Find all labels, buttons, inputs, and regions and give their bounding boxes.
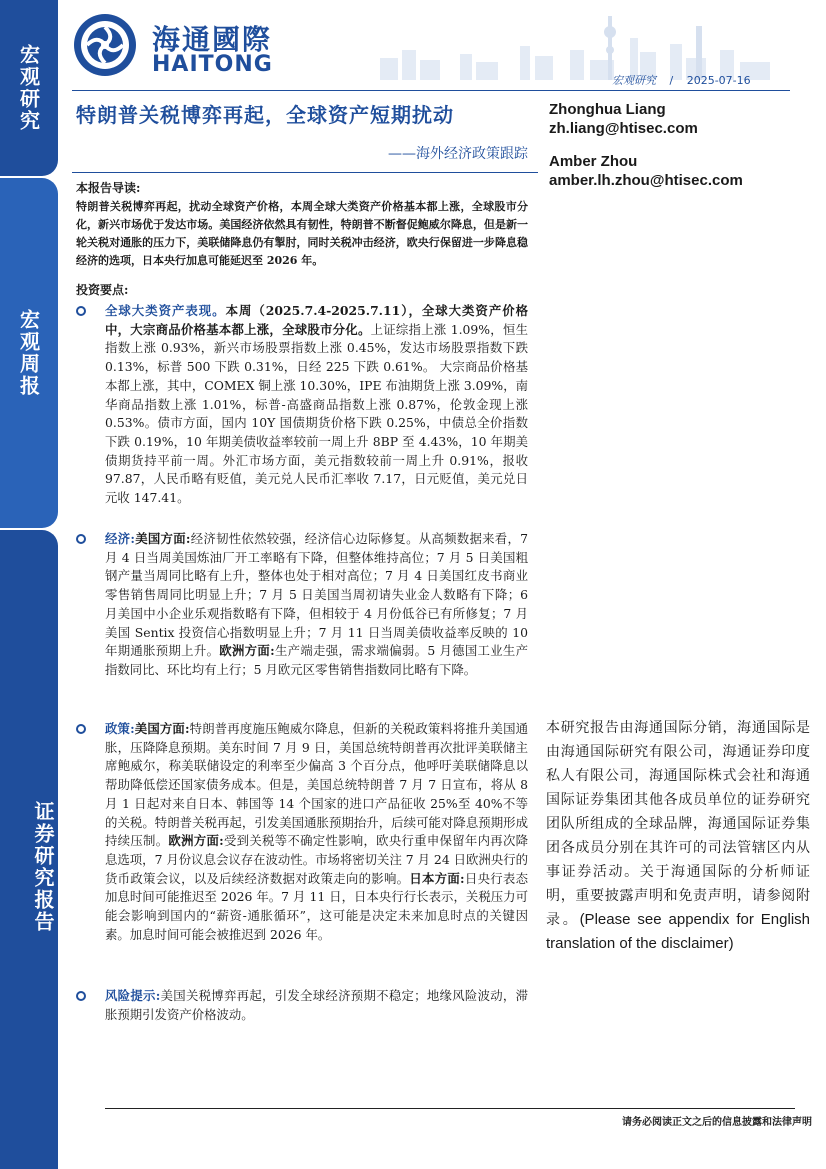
report-date: 2025-07-16	[686, 74, 751, 87]
footer-note: 请务必阅读正文之后的信息披露和法律声明	[622, 1117, 812, 1128]
bullet-keyword: 全球大类资产表现。	[105, 303, 226, 318]
eu-text: 受到关税等不确定性影响，欧央行重申保留年内再次降息选项，7 月份议息会议存在波动性。市场将密切关注 7 月 24 日欧洲央行的货币政策会议，以及后续经济数据对政策走向的影响。	[105, 833, 529, 886]
jp-text: 日央行表态加息时间可能推迟至 2026 年。7 月 11 日，日本央行行长表示，关税压力可能会影响到国内的“薪资-通胀循环”，这可能是决定未来加息时点的关键因素。加息时间可能会被推迟到 2026 年。	[105, 870, 529, 942]
bullet-keyword: 政策:	[105, 721, 135, 736]
report-subtitle: ——海外经济政策跟踪	[388, 146, 528, 162]
sidebar-section-macro-research: 宏观研究	[0, 0, 58, 176]
bullet-risk	[76, 987, 528, 1024]
investment-heading: 投资要点:	[76, 283, 129, 297]
bullet-text: 上证综指上涨 1.09%，恒生指数上涨 0.93%，新兴市场股票指数上涨 0.45%，发达市场股票指数下跌 0.13%，标普 500 下跌 0.31%，日经 225 下跌 0.61%。 大宗商品价格基本都上涨，其中，COMEX 铜上涨 10.30%，IPE 布油期货上涨 3.09%，南华商品指数上涨 1.01%，标普-高盛商品指数上涨 0.87%，伦敦金现上涨 0.53%。债市方面，国内 10Y 国债期货价格下跌 0.25%，中债总全价指数下跌 0.19%，10 年期美债收益率较前一周上升 8BP 至 4.43%，10 年期美债期货持平前一周。外汇市场方面，美元指数较前一周上升 0.91%，报收 97.87，人民币略有贬值，美元兑人民币汇率收 7.17，日元贬值，美元兑日元收 147.41。	[105, 321, 528, 506]
author-email-link[interactable]: zh.liang@htisec.com	[549, 120, 698, 137]
report-category: 宏观研究	[612, 74, 656, 87]
bullet-marker-icon	[76, 306, 86, 316]
us-text: 特朗普再度施压鲍威尔降息，但新的关税政策料将推升美国通胀，压降降息预期。美东时间 7 月 9 日，美国总统特朗普再次批评美联储主席鲍威尔，称美联储设定的利率至少偏高 3 个百分点，他呼吁美联储降息以帮助降低偿还国家债务成本。但是，美国总统特朗普 7 月 7 日宣布，将从 8 月 1 日起对来自日本、韩国等 14 个国家的进口产品征收 25%至 40%不等的关税。特朗普关税再起，引发美国通胀预期抬升，后续可能对降息预期形成持续压制。	[105, 721, 529, 849]
sidebar-section-securities-report: 证券研究报告	[0, 530, 58, 1169]
company-logo	[72, 12, 292, 78]
us-label: 美国方面:	[134, 721, 190, 736]
title-divider	[72, 172, 538, 173]
us-text: 经济韧性依然较强，经济信心边际修复。从高频数据来看，7 月 4 日当周美国炼油厂开工率略有下降，但整体维持高位；7 月 5 日美国粗钢产量当周同比略有上升，整体也处于相对高位；7 月 4 日美国红皮书商业零售销售周同比明显上升；7 月 5 日美国当周初请失业金人数略有下降；6 月美国中小企业乐观指数略有下降，但相较于 4 月份低谷已有所修复；7 月美国 Sentix 投资信心指数明显上升；7 月 11 日当周美债收益率反映的 10 年期通胀预期上升。	[105, 531, 528, 659]
logo-mark-icon	[72, 12, 138, 78]
intro-heading: 本报告导读:	[76, 181, 141, 195]
author-name: Zhonghua Liang	[549, 101, 666, 118]
skyline-illustration	[340, 10, 790, 80]
bullet-keyword: 风险提示:	[105, 988, 161, 1003]
eu-label: 欧洲方面:	[219, 643, 275, 659]
header-meta	[612, 72, 751, 88]
disclaimer-cn: 本研究报告由海通国际分销，海通国际是由海通国际研究有限公司，海通证券印度私人有限公司，海通国际株式会社和海通国际证券集团其他各成员单位的证券研究团队所组成的全球品牌，海通国际证券集团各成员分别在其许可的司法管辖区内从事证券活动。关于海通国际的分析师证明，重要披露声明和免责声明，请参阅附录。	[546, 720, 810, 928]
bullet-economy	[76, 530, 528, 680]
bullet-marker-icon	[76, 534, 86, 544]
author-email-link[interactable]: amber.lh.zhou@htisec.com	[549, 172, 743, 189]
sidebar	[0, 0, 58, 1169]
header-separator: /	[669, 74, 674, 87]
eu-label: 欧洲方面:	[168, 833, 224, 849]
us-label: 美国方面:	[134, 531, 191, 546]
logo-english-name: HAITONG	[152, 52, 273, 77]
bullet-marker-icon	[76, 991, 86, 1001]
eu-text: 生产端走强，需求端偏弱。5 月德国工业生产指数同比、环比均有上行；5 月欧元区零售销售指数同比略有下降。	[105, 643, 529, 677]
jp-label: 日本方面:	[409, 870, 465, 886]
footer-divider	[105, 1108, 795, 1109]
bullet-lead: 本周（2025.7.4-2025.7.11），全球大类资产价格中，大宗商品价格基本都上涨，全球股市分化。	[105, 303, 529, 337]
logo-chinese-name: 海通國際	[152, 23, 273, 56]
report-title: 特朗普关税博弈再起，全球资产短期扰动	[76, 103, 454, 127]
header-divider	[72, 90, 790, 91]
disclaimer-en: (Please see appendix for English translation of the disclaimer)	[546, 911, 810, 952]
bullet-asset-performance	[76, 302, 528, 508]
sidebar-section-macro-weekly: 宏观周报	[0, 178, 58, 528]
bullet-text: 美国关税博弈再起，引发全球经济预期不稳定；地缘风险波动，滞胀预期引发资产价格波动。	[105, 988, 529, 1022]
intro-paragraph: 特朗普关税博弈再起，扰动全球资产价格，本周全球大类资产价格基本都上涨，全球股市分化，新兴市场优于发达市场。美国经济依然具有韧性，特朗普不断督促鲍威尔降息，但是新一轮关税对通胀的压力下，美联储降息仍有掣肘，同时关税冲击经济，欧央行保留进一步降息稳经济的选项，日本央行加息可能延迟至 2026 年。	[76, 200, 528, 267]
bullet-marker-icon	[76, 724, 86, 734]
author-block	[549, 100, 743, 190]
disclaimer	[546, 716, 810, 956]
bullet-policy	[76, 720, 528, 944]
bullet-keyword: 经济:	[105, 531, 135, 546]
author-name: Amber Zhou	[549, 153, 638, 170]
